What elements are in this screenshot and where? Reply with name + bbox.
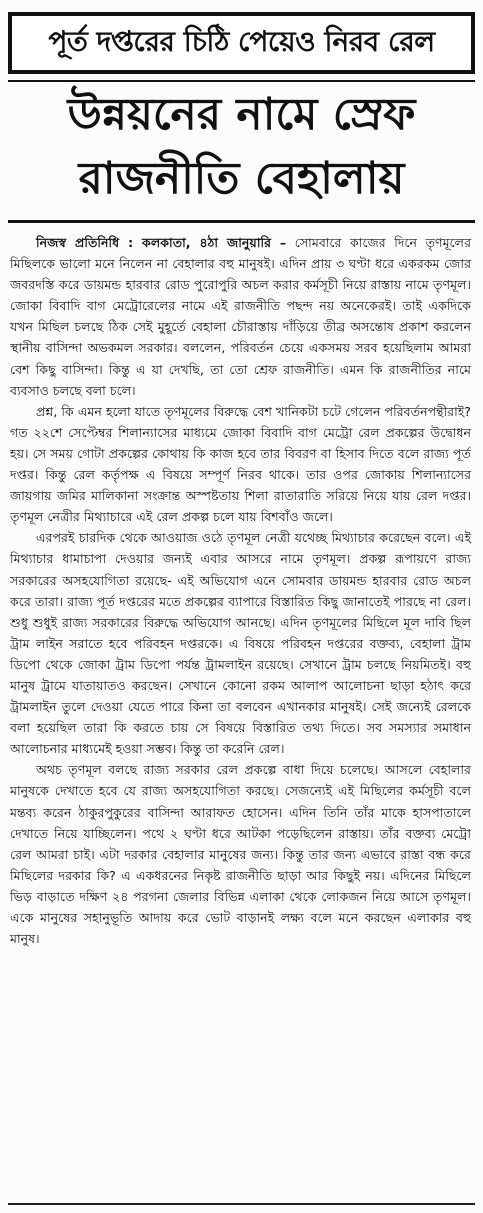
headline [8, 80, 475, 223]
headline-line-2: রাজনীতি বেহালায় [78, 153, 405, 204]
paragraph-1-text: সোমবারে কাজের দিনে তৃণমূলের মিছিলকে ভালো মনে নিলেন না বেহালার বহু মানুষই। এদিন প্রায় ৩ ঘণ্টা ধরে একরকম জোর জবরদস্তি করে ডায়মন্ড হারবার রোড পুরোপুরি অচল করার কর্মসূচী নিয়ে রাস্তায় নামে তৃণমূল। জোকা বিবাদি বাগ মেট্রোরেলের নামে এই রাজনীতি পছন্দ নয় অনেকেরই। তাই একদিকে যখন মিছিল চলছে ঠিক সেই মুহূর্তে বেহালা চৌরাস্তায় দাঁড়িয়ে তীব্র অসন্তোষ প্রকাশ করলেন স্থানীয় বাসিন্দা অভকমল সরকার। বললেন, পরিবর্তন চেয়ে একসময় সরব হয়েছিলাম আমরা বেশ কিছু বাসিন্দা। কিন্তু এ যা দেখছি, তা তো শ্রেফ রাজনীতি। এমন কি রাজনীতির নামে ব্যবসাও চলছে বলা চলে। [10, 235, 471, 398]
paragraph-1 [10, 232, 471, 401]
article-body [10, 232, 471, 949]
paragraph-2: প্রশ্ন, কি এমন হলো যাতে তৃণমূলের বিরুদ্ধে বেশ খানিকটা চটে গেলেন পরিবর্তনপন্থীরাই? গত ২২শে সেপ্টেম্বর শিলান্যাসের মাধ্যমে জোকা বিবাদি বাগ মেট্রো রেল প্রকল্পের উদ্বোধন হয়। সে সময় গোটা প্রকল্পের কোথায় কি কাজ হবে তার বিবরণ বা হিসাব দিতে বলে রাজ্য পূর্ত দপ্তর। কিন্তু রেল কর্তৃপক্ষ এ বিষয়ে সম্পূর্ণ নিরব থাকে। তার ওপর জোকায় শিলান্যাসের জায়গায় জমির মালিকানা সংক্রান্ত অস্পষ্টতায় শিলা রাতারাতি সরিয়ে নিয়ে যায় রেল দপ্তর। তৃণমূল নেত্রীর মিথ্যাচারে এই রেল প্রকল্প চলে যায় বিশবাঁও জলে। [10, 403, 471, 525]
dateline: নিজস্ব প্রতিনিধি : কলকাতা, ৪ঠা জানুয়ারি – [36, 235, 287, 250]
kicker-text: পূর্ত দপ্তরের চিঠি পেয়েও নিরব রেল [48, 24, 435, 58]
bottom-rule [8, 1203, 475, 1205]
paragraph-4: অথচ তৃণমূল বলছে রাজ্য সরকার রেল প্রকল্পে বাধা দিয়ে চলেছে। আসলে বেহালার মানুষকে দেখাতে হবে যে রাজ্য অসহযোগিতা করছে। সেজন্যেই এই মিছিলের কর্মসূচী বলে মন্তব্য করেন ঠাকুরপুকুরের বাসিন্দা আরাফত হোসেন। এদিন তিনি তাঁর মাকে হাসপাতালে দেখাতে নিয়ে যাচ্ছিলেন। পথে ২ ঘণ্টা ধরে আটকা পড়েছিলেন রাস্তায়। তাঁর বক্তব্য মেট্রো রেল আমরা চাই। এটা দরকার বেহালার মানুষের জন্য। কিন্তু তার জন্য এভাবে রাস্তা বন্ধ করে মিছিলের দরকার কি? এ একধরনের নিকৃষ্ট রাজনীতি ছাড়া আর কিছুই নয়। এদিনের মিছিলে ভিড় বাড়াতে দক্ষিণ ২৪ পরগনা জেলার বিভিন্ন এলাকা থেকে লোকজন নিয়ে আসে তৃণমূল। একে মানুষের সহানুভূতি আদায় করে ভোট বাড়ানই লক্ষ্য বলে মনে করছেন এলাকার বহু মানুষ। [10, 762, 471, 947]
paragraph-3: এরপরই চারদিক থেকে আওয়াজ ওঠে তৃণমূল নেত্রী যথেচ্ছ মিথ্যাচার করেছেন বলে। এই মিথ্যাচার ধামাচাপা দেওয়ার জন্যই এবার আসরে নামে তৃণমূল। প্রকল্প রূপায়ণে রাজ্য সরকারের অসহযোগিতা রয়েছে- এই অভিযোগ এনে সোমবার ডায়মন্ড হারবার রোড অচল করে তারা। রাজ্য পূর্ত দপ্তরের মতে প্রকল্পের ব্যাপারে বিস্তারিত কিছু জানাতেই পারছে না রেল। শুধু শুধুই রাজ্য সরকারের বিরুদ্ধে অভিযোগ আনছে। এদিন তৃণমূলের মিছিলে মূল দাবি ছিল ট্রাম লাইন সরাতে হবে পরিবহন দপ্তরকে। এ বিষয়ে পরিবহন দপ্তরের বক্তব্য, বেহালা ট্রাম ডিপো থেকে জোকা ট্রাম ডিপো পর্যন্ত ট্রামলাইন রয়েছে। সেখানে ট্রাম চলছে নিয়মিতই। বহু মানুষ ট্রামে যাতায়াতও করছেন। সেখানে কোনো রকম আলাপ আলোচনা ছাড়া হঠাৎ করে ট্রামলাইন তুলে দেওয়া যেতে পারে কিনা তা বলবেন এখানকার মানুষই। সেই জন্যেই রেলকে বলা হয়েছিল তারা কি করতে চায় সে বিষয়ে বিস্তারিত তথ্য দিতে। সব সমস্যার সমাধান আলোচনার মাধ্যমেই হওয়া সম্ভব। কিন্তু তা করেনি রেল। [10, 530, 471, 757]
kicker-box [8, 12, 475, 74]
headline-line-1: উন্নয়নের নামে স্রেফ [67, 89, 416, 140]
